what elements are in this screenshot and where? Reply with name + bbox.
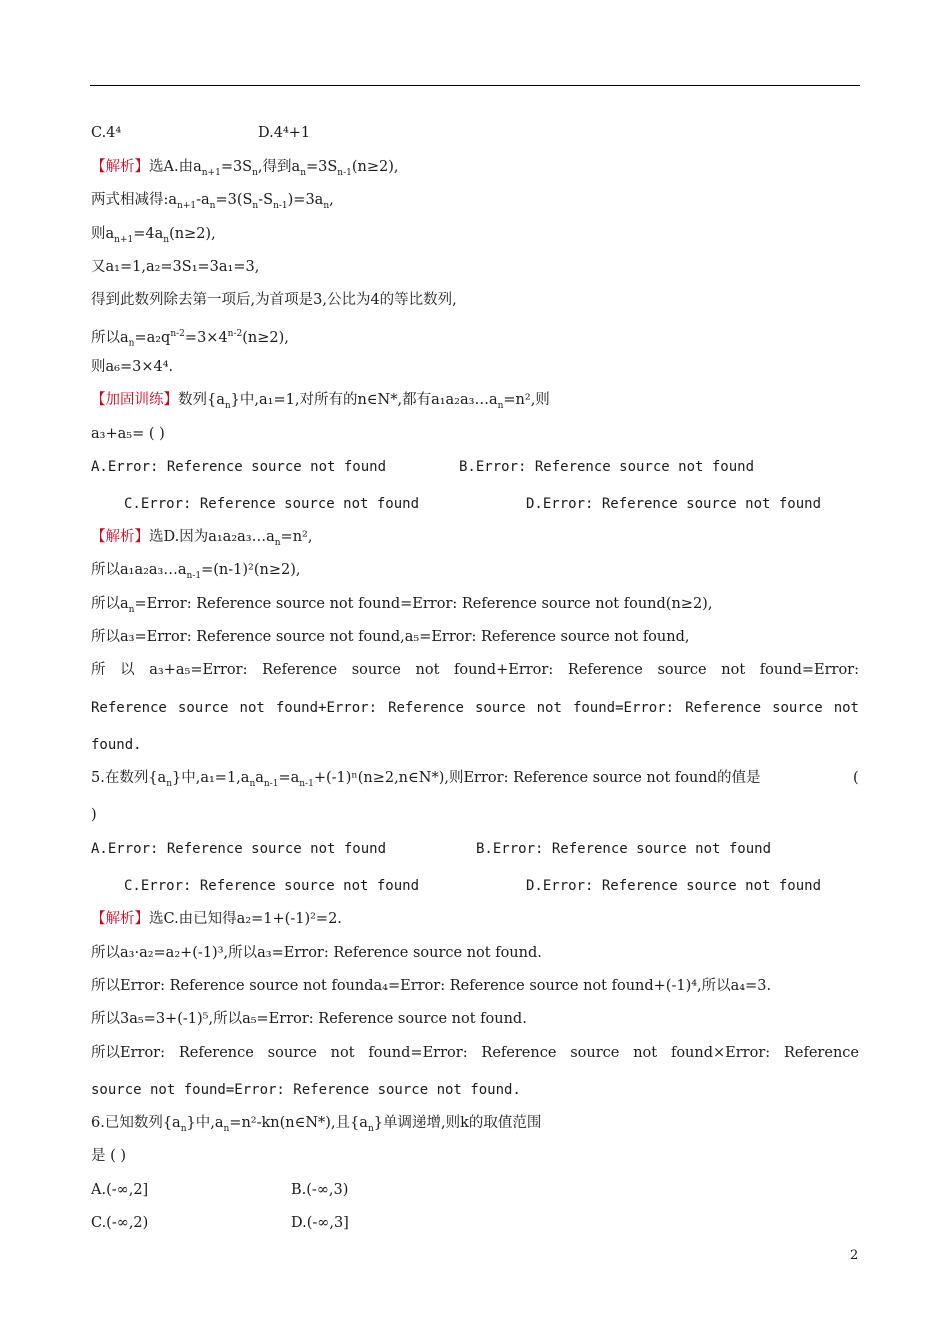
option-c: C.(-∞,2) <box>91 1215 149 1231</box>
solution-line: 所以Error: Reference source not founda₄=Error: Reference source not found+(-1)⁴,所以a₄=3. <box>91 978 772 994</box>
word: found=Error: <box>572 700 675 716</box>
option-b: B.(-∞,3) <box>291 1182 349 1198</box>
option-a: A.Error: Reference source not found <box>91 841 387 857</box>
option-c: C.4⁴ <box>91 125 122 141</box>
word: source <box>772 700 823 716</box>
question-6: 6.已知数列$\{a_n\}$中$,a_n=n^2-kn(n\in N*)$,且$\{a_n\}$单调递增,则k的取值范围 <box>91 1115 542 1134</box>
solution-line: 两式相减得$:a_{n+1}-a_n=3(S_n-S_{n-1})=3a_n$, <box>91 192 334 211</box>
solution-line: 则$a_{n+1}=4a_n(n\ge 2)$, <box>91 226 216 245</box>
option-c: C.Error: Reference source not found <box>124 878 420 894</box>
question-5 <box>91 768 859 794</box>
solution-line: 所以$a_n=a_2q^{n-2}=3\times 4^{n-2}(n\ge 2)$, <box>91 329 289 349</box>
solution-line: 得到此数列除去第一项后,为首项是3,公比为4的等比数列, <box>91 292 457 308</box>
word: a₃+a₅=Error: <box>149 662 248 678</box>
option-row-a-b <box>91 1180 349 1200</box>
option-b: B.Error: Reference source not found <box>459 459 755 475</box>
option-a: A.(-∞,2] <box>91 1182 149 1198</box>
option-b: B.Error: Reference source not found <box>476 841 772 857</box>
solution-line: source not found=Error: Reference source not found. <box>91 1082 521 1098</box>
word: found+Error: <box>454 662 554 678</box>
question-text: 5.在数列$\{a_n\}$中$,a_1=1,a_na_{n-1}=a_{n-1}+(-1)^n(n\ge 2,n\in N*)$,则Error: Reference source not found的值是 <box>91 770 761 789</box>
word: Reference <box>388 700 464 716</box>
word: Reference <box>481 1045 557 1061</box>
solution-line-justified <box>91 1043 859 1063</box>
word: found=Error: <box>368 1045 468 1061</box>
option-row-c-d <box>91 123 311 143</box>
word: source <box>570 1045 620 1061</box>
solution-line: found. <box>91 737 142 753</box>
solution-line: 则a₆=3×4⁴. <box>91 359 174 375</box>
word: Reference <box>91 700 167 716</box>
word: source <box>351 662 401 678</box>
word: Reference <box>685 700 762 716</box>
option-d: D.Error: Reference source not found <box>526 878 822 894</box>
question-text: 数列$\{a_n\}$中,a₁=1,对所有的n∈N*,都有$a_1a_2a_3\dots a_n=n^2$,则 <box>178 392 550 411</box>
option-row-a-b <box>91 457 755 477</box>
solution-line: 所以3a₅=3+(-1)⁵,所以a₅=Error: Reference source not found. <box>91 1011 527 1027</box>
word: Reference <box>178 1045 254 1061</box>
word: not <box>330 1045 355 1061</box>
page-number: 2 <box>850 1248 859 1263</box>
analysis-tag: 【解析】 <box>91 911 149 927</box>
solution-line <box>91 157 399 183</box>
option-row-a-b <box>91 839 772 859</box>
option-a: A.Error: Reference source not found <box>91 459 387 475</box>
option-row-c-d <box>124 494 822 514</box>
option-d: D.4⁴+1 <box>258 125 311 141</box>
option-row-c-d <box>91 1213 349 1233</box>
solution-text: 选D.因为$a_1a_2a_3\dots a_n=n^2$, <box>149 529 313 548</box>
option-c: C.Error: Reference source not found <box>124 496 420 512</box>
word: source <box>267 1045 317 1061</box>
word: source <box>177 700 229 716</box>
word: not <box>633 1045 658 1061</box>
word: source <box>474 700 526 716</box>
word: not <box>239 700 265 716</box>
solution-text: 选A.由$a_{n+1}=3S_n$,得到$a_n=3S_{n-1}(n\ge 2)$, <box>149 159 399 178</box>
word: not <box>833 700 859 716</box>
solution-line: 所以a₃=Error: Reference source not found,a₅=Error: Reference source not found, <box>91 629 690 645</box>
question-blank: a₃+a₅= ( ) <box>91 426 165 442</box>
solution-line-justified <box>91 660 859 680</box>
solution-line <box>91 909 342 929</box>
solution-line: 所以$a_1a_2a_3\dots a_{n-1}=(n-1)^2(n\ge 2)$, <box>91 562 301 581</box>
option-d: D.Error: Reference source not found <box>526 496 822 512</box>
header-rule <box>90 85 860 86</box>
analysis-tag: 【解析】 <box>91 159 149 175</box>
word: not <box>415 662 440 678</box>
solution-line <box>91 527 312 553</box>
practice-tag: 【加固训练】 <box>91 392 178 408</box>
word: 所以Error: <box>91 1045 165 1061</box>
word: found=Error: <box>759 662 859 678</box>
analysis-tag: 【解析】 <box>91 529 149 545</box>
word: Reference <box>783 1045 859 1061</box>
option-row-c-d <box>124 876 822 896</box>
option-d: D.(-∞,3] <box>291 1215 349 1231</box>
practice-question <box>91 390 550 416</box>
solution-line: 所以a₃·a₂=a₂+(-1)³,所以a₃=Error: Reference source not found. <box>91 945 542 961</box>
question-paren: ( <box>853 770 859 786</box>
question-paren-close: ) <box>91 807 97 823</box>
word: 以 <box>120 662 135 678</box>
word: Reference <box>262 662 338 678</box>
word: not <box>721 662 746 678</box>
solution-text: 选C.由已知得a₂=1+(-1)²=2. <box>149 911 342 927</box>
word: not <box>536 700 562 716</box>
question-blank: 是 ( ) <box>91 1148 127 1164</box>
solution-line: 又a₁=1,a₂=3S₁=3a₁=3, <box>91 259 260 275</box>
word: found+Error: <box>275 700 378 716</box>
solution-line-justified <box>91 698 859 718</box>
word: 所 <box>91 662 106 678</box>
solution-line: 所以$a_n=Error$: Reference source not found=Error: Reference source not found(n≥2), <box>91 596 713 615</box>
word: found×Error: <box>670 1045 771 1061</box>
word: Reference <box>567 662 643 678</box>
word: source <box>657 662 707 678</box>
